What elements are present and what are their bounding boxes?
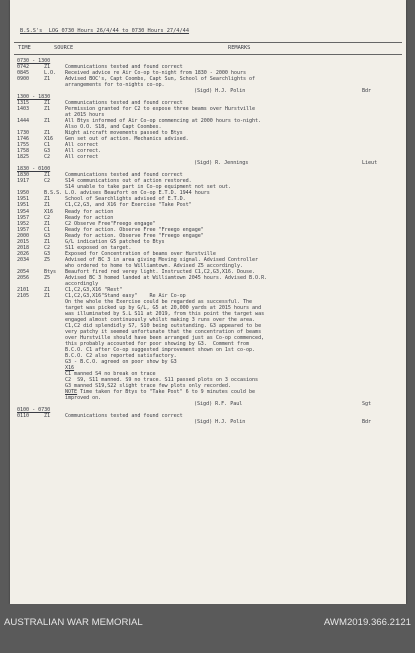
entry-remark: Advised of BC 3 in area giving Moving signal. Advised Controller bbox=[65, 256, 259, 263]
entry-source: Z5 bbox=[44, 256, 51, 263]
entry-remark: School of Searchlights advised of E.T.D. bbox=[65, 196, 186, 203]
entry-remark: B.C.O. C1 after Co-op suggested improvement shown on 1st co-op. bbox=[65, 346, 256, 353]
entry-remark: at 2015 hours bbox=[65, 112, 105, 119]
entry-source: B.S.S. bbox=[44, 190, 63, 197]
entry-source: Z1 bbox=[44, 172, 51, 179]
entry-source: Z1 bbox=[44, 413, 51, 420]
signature: (Sigd) H.J. Polin bbox=[194, 88, 246, 95]
entry-source: G3 bbox=[44, 148, 51, 155]
entry-remark: All correct bbox=[65, 142, 99, 149]
header-top-rule bbox=[14, 42, 402, 43]
entry-remark: Exposed for Concentration of beams over Hurstville bbox=[65, 250, 216, 257]
entry-remark: L.O. advises Beaufort on Co-op E.T.D. 1944 hours bbox=[65, 190, 210, 197]
entry-source: Z5 bbox=[44, 274, 51, 281]
entry-time: 1825 bbox=[17, 154, 30, 161]
entry-source: L.O. bbox=[44, 70, 57, 77]
entry-source: Z1 bbox=[44, 118, 51, 125]
subsection-heading: X16 bbox=[65, 365, 75, 372]
entry-time: 2018 bbox=[17, 244, 30, 251]
entry-remark: Beaufort fired red verey light. Instructed C1,C2,G3,X16. Douse. bbox=[65, 268, 256, 275]
column-headers bbox=[10, 45, 406, 53]
entry-remark: G3 - B.C.O. agreed on poor show by G3 bbox=[65, 359, 177, 365]
entry-time: 0100 - 0730 bbox=[17, 407, 51, 414]
entry-remark: Advised BOC's, Capt Coombs, Capt Sun, School of Searchlights of bbox=[65, 76, 256, 83]
entry-remark: Ready for action bbox=[65, 214, 114, 221]
entry-remark: G/L indication G5 patched to Btys bbox=[65, 238, 165, 245]
entry-time: 1954 bbox=[17, 208, 30, 215]
entry-time: 1758 bbox=[17, 148, 30, 155]
entry-remark: Received advice re Air Co-op to-night from 1830 - 2000 hours bbox=[65, 70, 247, 77]
entry-remark: very patchy it seemed unfortunate that the concentration of beams bbox=[65, 328, 262, 335]
entry-remark: Advised BC 3 homed landed at Williamtown 2045 hours. Advised B.O.R. bbox=[65, 274, 268, 281]
entry-time: 0900 bbox=[17, 76, 30, 83]
entry-source: Z1 bbox=[44, 220, 51, 227]
archive-footer bbox=[0, 604, 415, 653]
entry-time: 1950 bbox=[17, 190, 30, 197]
entry-remark: engaged almost continuously whilst making 3 runs over the area. bbox=[65, 316, 256, 323]
note-label: NOTE bbox=[65, 389, 78, 396]
entry-remark: G3 manned S19,S22 slight trace few plots only recorded. bbox=[65, 383, 231, 390]
entry-remark: Night aircraft movements passed to Btys bbox=[65, 130, 183, 137]
entry-remark: All Btys informed of Air Co-op commencing at 2000 hours to-night. bbox=[65, 118, 262, 125]
entry-source: Z1 bbox=[44, 106, 51, 113]
entry-time: 1403 bbox=[17, 106, 30, 113]
entry-source: G3 bbox=[44, 232, 51, 239]
entry-remark: Time taken for Btys to "Take Post" 6 to 9 minutes could be bbox=[77, 389, 255, 396]
column-header-source: SOURCE bbox=[54, 45, 74, 51]
entry-remark: accordingly bbox=[65, 280, 99, 287]
entry-time: 2056 bbox=[17, 274, 30, 281]
entry-source: Z1 bbox=[44, 64, 51, 71]
entry-time: 2034 bbox=[17, 256, 30, 263]
entry-time: 1951 bbox=[17, 196, 30, 203]
signatory-rank: Lieut bbox=[362, 160, 378, 167]
document-title: B.S.S's LOG 0730 Hours 26/4/44 to 0730 Hours 27/4/44 bbox=[20, 28, 190, 34]
entry-remark: C1,C2,G3, and X16 for Exercise "Take Post" bbox=[65, 202, 192, 209]
entry-source: C2 bbox=[44, 154, 51, 161]
entry-time: 1917 bbox=[17, 178, 30, 185]
entry-remark: over Hurstville should have been arranged just as Co-op commenced, bbox=[65, 334, 265, 341]
entry-time: 1300 - 1830 bbox=[17, 94, 51, 101]
entry-remark: All correct. bbox=[65, 148, 102, 155]
entry-time: 1952 bbox=[17, 220, 30, 227]
entry-source: Z1 bbox=[44, 196, 51, 203]
entry-time: 2105 bbox=[17, 292, 30, 299]
entry-remark: S14 unable to take part in Co-op equipment not set out. bbox=[65, 184, 231, 191]
footer-catalogue-number: AWM2019.366.2121 bbox=[323, 617, 411, 628]
entry-time: 2000 bbox=[17, 232, 30, 239]
entry-source: C1 bbox=[44, 226, 51, 233]
signature-line bbox=[10, 419, 406, 425]
entry-source: Z1 bbox=[44, 238, 51, 245]
entry-remark: C1 manned S4 no break on trace bbox=[65, 371, 156, 378]
entry-time: 1830 bbox=[17, 172, 30, 179]
entry-remark: S14 communications out of action restored. bbox=[65, 178, 192, 185]
entry-remark: Communications tested and found correct bbox=[65, 100, 183, 107]
signature: (Sigd) H.J. Polin bbox=[194, 419, 246, 426]
entry-remark: Gen set out of action. Mechanics advised. bbox=[65, 136, 189, 143]
signatory-rank: Sgt bbox=[362, 401, 372, 408]
column-header-time: TIME bbox=[18, 45, 31, 51]
entry-remark: C1,C2,G3,X16 "Rest" bbox=[65, 286, 123, 293]
entry-remark: this probably accounted for poor showing by G3. Comment from bbox=[65, 340, 250, 347]
entry-time: 2054 bbox=[17, 268, 30, 275]
entry-source: X16 bbox=[44, 136, 54, 143]
entry-remark: who ordered to home to Williamtown. Advised Z5 accordingly. bbox=[65, 262, 243, 269]
entry-remark: On the whole the Exercise could be regarded as successful. The bbox=[65, 298, 253, 305]
entry-time: 1730 bbox=[17, 130, 30, 137]
entry-source: Z1 bbox=[44, 202, 51, 209]
entry-time: 0110 bbox=[17, 413, 30, 420]
entry-remark: C2 Observe Free"Freego engage" bbox=[65, 220, 156, 227]
entry-source: Z1 bbox=[44, 292, 51, 299]
entry-time: 1746 bbox=[17, 136, 30, 143]
entry-remark: Communications tested and found correct bbox=[65, 413, 183, 420]
entry-remark: Permission granted for C2 to expose three beams over Hurstville bbox=[65, 106, 256, 113]
entry-source: Z1 bbox=[44, 286, 51, 293]
footer-institution: AUSTRALIAN WAR MEMORIAL bbox=[4, 617, 143, 628]
entry-source: C2 bbox=[44, 178, 51, 185]
signature: (Sigd) R.F. Paul bbox=[194, 401, 243, 408]
entry-time: 1315 bbox=[17, 100, 30, 107]
entry-time: 2026 bbox=[17, 250, 30, 257]
entry-time: 1444 bbox=[17, 118, 30, 125]
entry-remark: Also O.O. S18, and Capt Coombes. bbox=[65, 124, 162, 131]
entry-remark: B.C.O. C2 also reported satisfactory. bbox=[65, 352, 177, 359]
entry-remark: C2 S9, S11 manned. S9 no trace. S11 passed plots on 3 occasions bbox=[65, 377, 259, 384]
entry-remark: Ready for action. Observe Free "Freego engage" bbox=[65, 226, 204, 233]
entry-time: 2101 bbox=[17, 286, 30, 293]
entry-remark: S11 exposed on target. bbox=[65, 244, 132, 251]
entry-remark: was illuminated by S.L S11 at 2019, from this point the target was bbox=[65, 310, 265, 317]
entry-remark: Communications tested and found correct bbox=[65, 64, 183, 71]
log-document-page bbox=[10, 0, 406, 604]
entry-remark: C1,C2,G3,X16"Stand easy" Re Air Co-op bbox=[65, 292, 186, 299]
signature: (Sigd) R. Jennings bbox=[194, 160, 249, 167]
entry-time: 1957 bbox=[17, 226, 30, 233]
entry-remark: All correct bbox=[65, 154, 99, 161]
entry-remark: Ready for action. Observe Free "Freego engage" bbox=[65, 232, 204, 239]
entry-source: C2 bbox=[44, 214, 51, 221]
column-header-remarks: REMARKS bbox=[228, 45, 251, 51]
entry-time: 0730 - 1300 bbox=[17, 58, 51, 64]
entry-remark: arrangements for to-nights co-op. bbox=[65, 82, 165, 89]
entry-remark: Ready for action bbox=[65, 208, 114, 215]
entry-source: Z1 bbox=[44, 76, 51, 83]
signatory-rank: Bdr bbox=[362, 419, 372, 426]
entry-time: 1957 bbox=[17, 214, 30, 221]
entry-remark: improved on. bbox=[65, 395, 102, 402]
entry-source: G3 bbox=[44, 250, 51, 257]
entry-source: C1 bbox=[44, 142, 51, 149]
entry-time: 0742 bbox=[17, 64, 30, 71]
entry-time: 1830 - 0100 bbox=[17, 166, 51, 173]
entry-source: Z1 bbox=[44, 100, 51, 107]
entry-source: Z1 bbox=[44, 130, 51, 137]
entry-source: C2 bbox=[44, 244, 51, 251]
entry-source: X16 bbox=[44, 208, 54, 215]
entry-time: 0845 bbox=[17, 70, 30, 77]
header-bottom-rule bbox=[14, 54, 402, 55]
entry-remark: Communications tested and found correct bbox=[65, 172, 183, 179]
entry-source: Btys bbox=[44, 268, 57, 275]
entry-time: 2015 bbox=[17, 238, 30, 245]
entry-remark: C1,C2 did splendidly S7, S10 being outstanding. G3 appeared to be bbox=[65, 322, 262, 329]
entry-remark: target was picked up by G/L, G5 at 20,000 yards at 2015 hours and bbox=[65, 304, 262, 311]
signatory-rank: Bdr bbox=[362, 88, 372, 95]
entry-time: 1951 bbox=[17, 202, 30, 209]
entry-time: 1755 bbox=[17, 142, 30, 149]
